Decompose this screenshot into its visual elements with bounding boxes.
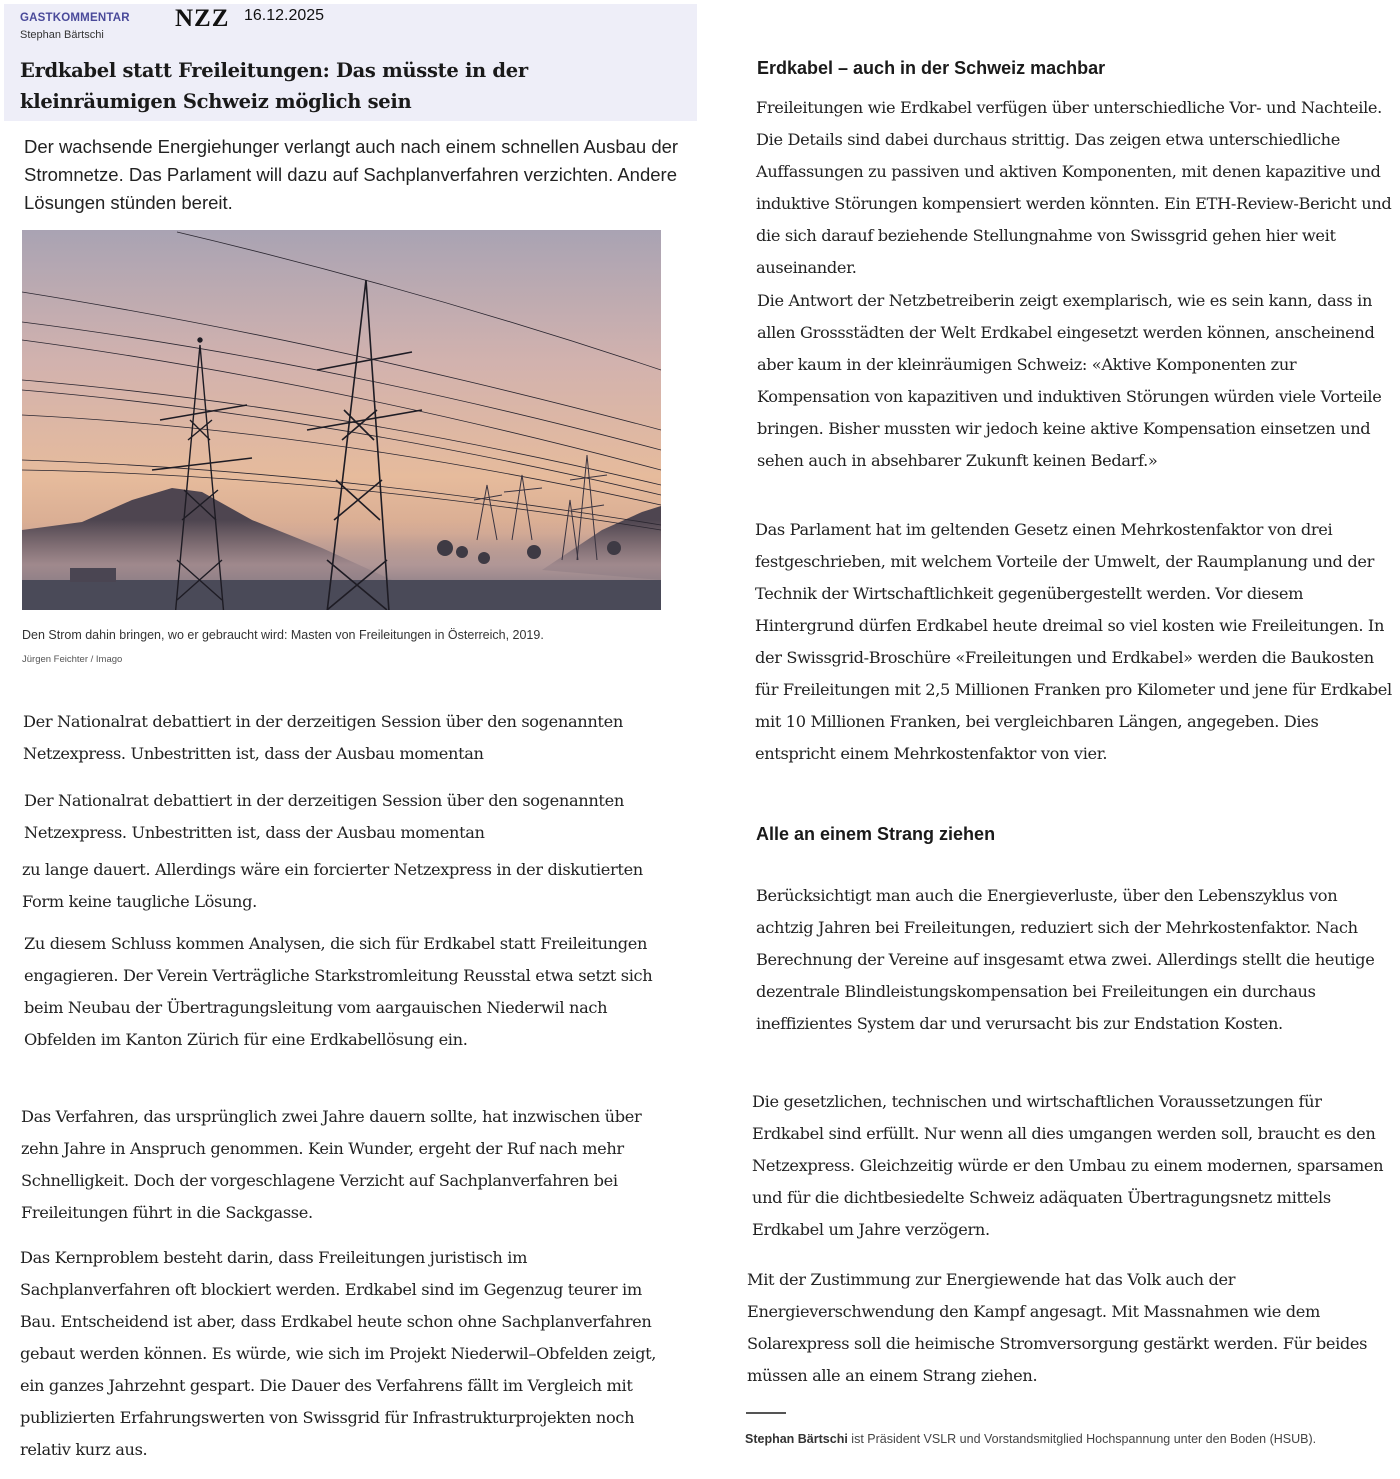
author-bio-name: Stephan Bärtschi — [745, 1432, 848, 1446]
body-paragraph: Berücksichtigt man auch die Energieverluste, über den Lebenszyklus von achtzig Jahren bei Freileitungen, reduziert sich der Mehrkostenfaktor. Nach Berechnung der Vereine auf insgesamt etwa zwei. Allerdings stellt die heutige dezentrale Blindleistungskompensation bei Freileitungen ein durchaus ineffizientes System dar und verursacht bis zur Endstation Kosten. — [756, 886, 1375, 1033]
body-paragraph: zu lange dauert. Allerdings wäre ein forcierter Netzexpress in der diskutierten Form keine taugliche Lösung. — [22, 860, 643, 911]
section-subhead: Erdkabel – auch in der Schweiz machbar — [757, 58, 1106, 78]
body-paragraph: Zu diesem Schluss kommen Analysen, die sich für Erdkabel statt Freileitungen engagieren. Der Verein Verträgliche Starkstromleitung Reusstal etwa setzt sich beim Neubau der Übertragungsleitung vom aargauischen Niederwil nach Obfelden im Kanton Zürich für eine Erdkabellösung ein. — [24, 934, 653, 1049]
barn — [70, 568, 116, 582]
body-paragraph: Der Nationalrat debattiert in der derzeitigen Session über den sogenannten Netzexpress. Unbestritten ist, dass der Ausbau momentan — [24, 791, 624, 842]
photo-credit: Jürgen Feichter / Imago — [22, 654, 123, 665]
author-bio — [745, 1431, 1365, 1448]
photo-caption: Den Strom dahin bringen, wo er gebraucht wird: Masten von Freileitungen in Österreich, 2019. — [22, 628, 544, 642]
body-paragraph: Das Kernproblem besteht darin, dass Freileitungen juristisch im Sachplanverfahren oft blockiert werden. Erdkabel sind im Gegenzug teurer im Bau. Entscheidend ist aber, dass Erdkabel heute schon ohne Sachplanverfahren gebaut werden können. Es würde, wie sich im Projekt Niederwil–Obfelden zeigt, ein ganzes Jahrzehnt gespart. Die Dauer des Verfahrens fällt im Vergleich mit publizierten Erfahrungswerten von Swissgrid für Infrastrukturprojekten noch relativ kurz aus. — [20, 1248, 657, 1459]
field — [22, 580, 661, 610]
power-lines-photo — [22, 230, 661, 610]
publication-date: 16.12.2025 — [244, 7, 325, 24]
body-paragraph: Freileitungen wie Erdkabel verfügen über unterschiedliche Vor- und Nachteile. Die Details sind dabei durchaus strittig. Das zeigen etwa unterschiedliche Auffassungen zu passiven und aktiven Komponenten, mit denen kapazitive und induktive Störungen kompensiert werden könnten. Ein ETH-Review-Bericht und die sich darauf beziehende Stellungnahme von Swissgrid gehen hier weit auseinander. — [756, 98, 1392, 277]
article-author[interactable]: Stephan Bärtschi — [20, 29, 104, 41]
body-paragraph: Die Antwort der Netzbetreiberin zeigt exemplarisch, wie es sein kann, dass in allen Grossstädten der Welt Erdkabel eingesetzt werden können, anscheinend aber kaum in der kleinräumigen Schweiz: «Aktive Komponenten zur Kompensation von kapazitiven und induktiven Störungen würden viele Vorteile bringen. Bisher mussten wir jedoch keine aktive Kompensation einsetzen und sehen auch in absehbarer Zukunft keinen Bedarf.» — [757, 291, 1382, 470]
author-bio-text: ist Präsident VSLR und Vorstandsmitglied Hochspannung unter den Boden (HSUB). — [847, 1432, 1317, 1446]
article-photo[interactable] — [22, 230, 661, 610]
body-paragraph: Die gesetzlichen, technischen und wirtschaftlichen Voraussetzungen für Erdkabel sind erfüllt. Nur wenn all dies umgangen werden soll, braucht es den Netzexpress. Gleichzeitig würde er den Umbau zu einem modernen, sparsamen und für die dichtbesiedelte Schweiz adäquaten Übertragungsnetz mittels Erdkabel um Jahre verzögern. — [752, 1092, 1384, 1239]
body-paragraph: Das Parlament hat im geltenden Gesetz einen Mehrkostenfaktor von drei festgeschrieben, mit welchem Vorteile der Umwelt, der Raumplanung und der Technik der Wirtschaftlichkeit gegenübergestellt werden. Vor diesem Hintergrund dürfen Erdkabel heute dreimal so viel kosten wie Freileitungen. In der Swissgrid-Broschüre «Freileitungen und Erdkabel» werden die Baukosten für Freileitungen mit 2,5 Millionen Franken pro Kilometer und jene für Erdkabel mit 10 Millionen Franken, bei vergleichbaren Längen, angegeben. Dies entspricht einem Mehrkostenfaktor von vier. — [755, 520, 1392, 763]
body-paragraph: Mit der Zustimmung zur Energiewende hat das Volk auch der Energieverschwendung den Kampf angesagt. Mit Massnahmen wie dem Solarexpress soll die heimische Stromversorgung gestärkt werden. Für beides müssen alle an einem Strang ziehen. — [747, 1270, 1368, 1385]
body-paragraph: Das Verfahren, das ursprünglich zwei Jahre dauern sollte, hat inzwischen über zehn Jahre in Anspruch genommen. Kein Wunder, ergeht der Ruf nach mehr Schnelligkeit. Doch der vorgeschlagene Verzicht auf Sachplanverfahren bei Freileitungen führt in die Sackgasse. — [21, 1107, 642, 1222]
article-kicker: GASTKOMMENTAR — [20, 12, 130, 24]
nzz-logo[interactable]: NZZ — [175, 5, 230, 32]
article-headline: Erdkabel statt Freileitungen: Das müsste in der kleinräumigen Schweiz möglich sein — [20, 59, 528, 113]
article-lead: Der wachsende Energiehunger verlangt auch nach einem schnellen Ausbau der Stromnetze. Das Parlament will dazu auf Sachplanverfahren verzichten. Andere Lösungen stünden bereit. — [24, 136, 679, 213]
section-subhead: Alle an einem Strang ziehen — [756, 824, 996, 844]
body-paragraph: Der Nationalrat debattiert in der derzeitigen Session über den sogenannten Netzexpress. Unbestritten ist, dass der Ausbau momentan — [23, 712, 623, 763]
divider-rule — [746, 1412, 786, 1414]
